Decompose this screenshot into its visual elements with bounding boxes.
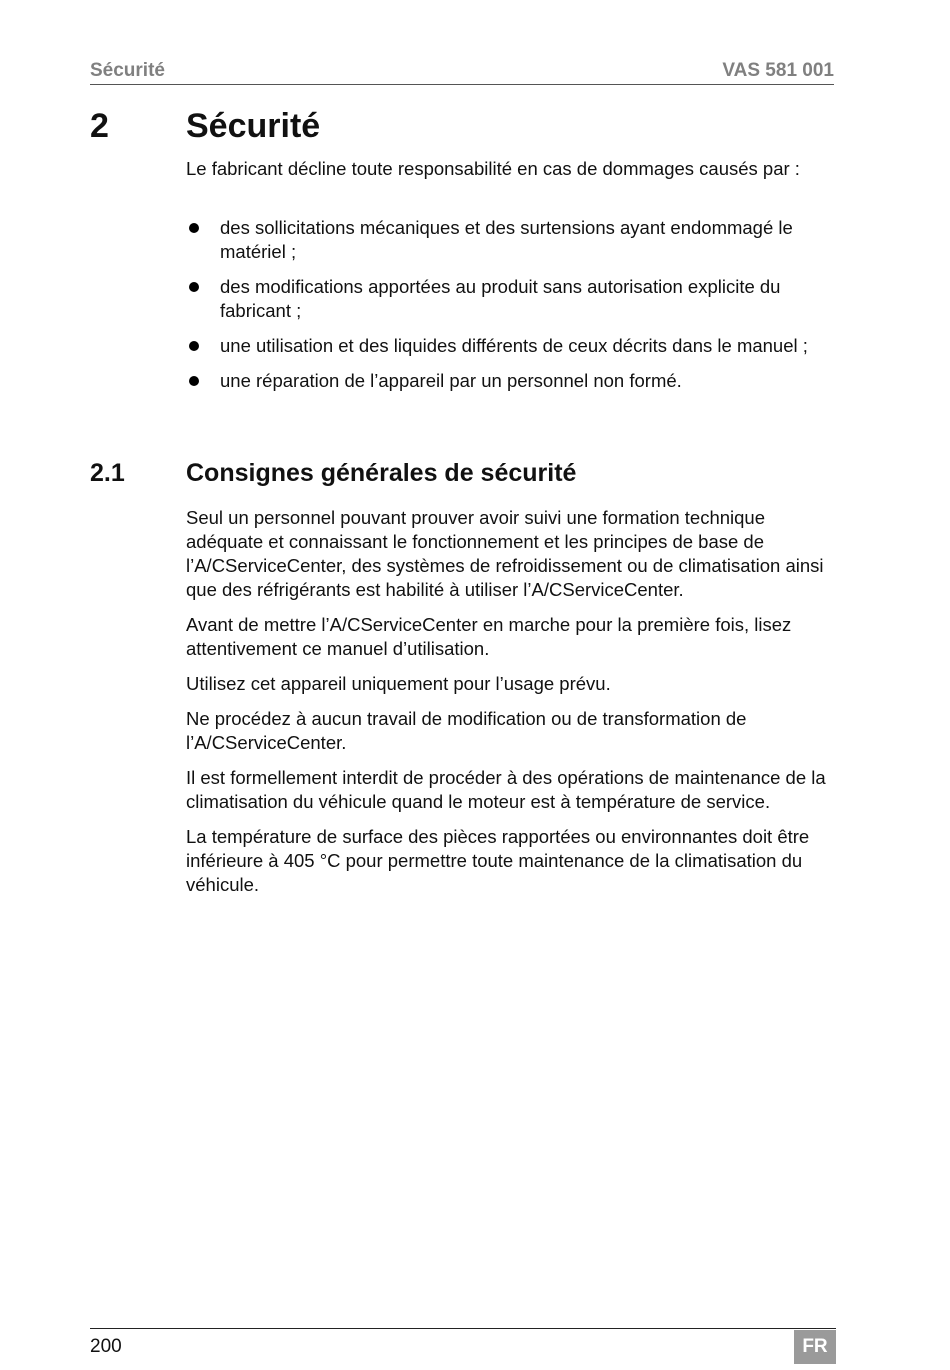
section-number: 2.1: [90, 459, 125, 487]
list-item-text: des modifications apportées au produit sans autorisation explicite du fabricant ;: [220, 276, 781, 321]
chapter-number: 2: [90, 107, 109, 145]
body-paragraph: Seul un personnel pouvant prouver avoir suivi une formation technique adéquate et connaissant le fonctionnement et les principes de base de l’A/CServiceCenter, des systèmes de refroidissement ou de climatisation ainsi que des réfrigérants est habilité à utiliser l’A/CServiceCenter.: [186, 507, 824, 600]
bullet-dot-icon: [189, 341, 199, 351]
list-item: [186, 369, 838, 393]
bullet-dot-icon: [189, 282, 199, 292]
language-badge: FR: [794, 1330, 836, 1364]
bullet-dot-icon: [189, 376, 199, 386]
body-paragraph: La température de surface des pièces rapportées ou environnantes doit être inférieure à 405 °C pour permettre toute maintenance de la climatisation du véhicule.: [186, 826, 810, 895]
chapter-intro: [186, 157, 838, 192]
body-paragraph: Il est formellement interdit de procéder à des opérations de maintenance de la climatisation du véhicule quand le moteur est à température de service.: [186, 767, 826, 812]
list-item: [186, 334, 838, 358]
list-item-text: des sollicitations mécaniques et des surtensions ayant endommagé le matériel ;: [220, 217, 793, 262]
intro-paragraph: Le fabricant décline toute responsabilité en cas de dommages causés par :: [186, 158, 800, 179]
list-item: [186, 216, 838, 264]
footer-divider: [90, 1328, 836, 1329]
list-item-text: une réparation de l’appareil par un personnel non formé.: [220, 370, 682, 391]
body-paragraph: Utilisez cet appareil uniquement pour l’usage prévu.: [186, 673, 611, 694]
section-body: [186, 506, 838, 908]
body-paragraph: Avant de mettre l’A/CServiceCenter en marche pour la première fois, lisez attentivement ce manuel d’utilisation.: [186, 614, 792, 659]
running-header: [90, 60, 834, 85]
section-title: Consignes générales de sécurité: [186, 459, 577, 487]
header-section-title: Sécurité: [90, 60, 165, 81]
header-product-code: VAS 581 001: [722, 60, 834, 81]
body-paragraph: Ne procédez à aucun travail de modification ou de transformation de l’A/CServiceCenter.: [186, 708, 747, 753]
page-number: 200: [90, 1336, 122, 1357]
chapter-title: Sécurité: [186, 107, 321, 145]
list-item: [186, 275, 838, 323]
list-item-text: une utilisation et des liquides différents de ceux décrits dans le manuel ;: [220, 335, 808, 356]
liability-list: [186, 216, 838, 404]
bullet-dot-icon: [189, 223, 199, 233]
